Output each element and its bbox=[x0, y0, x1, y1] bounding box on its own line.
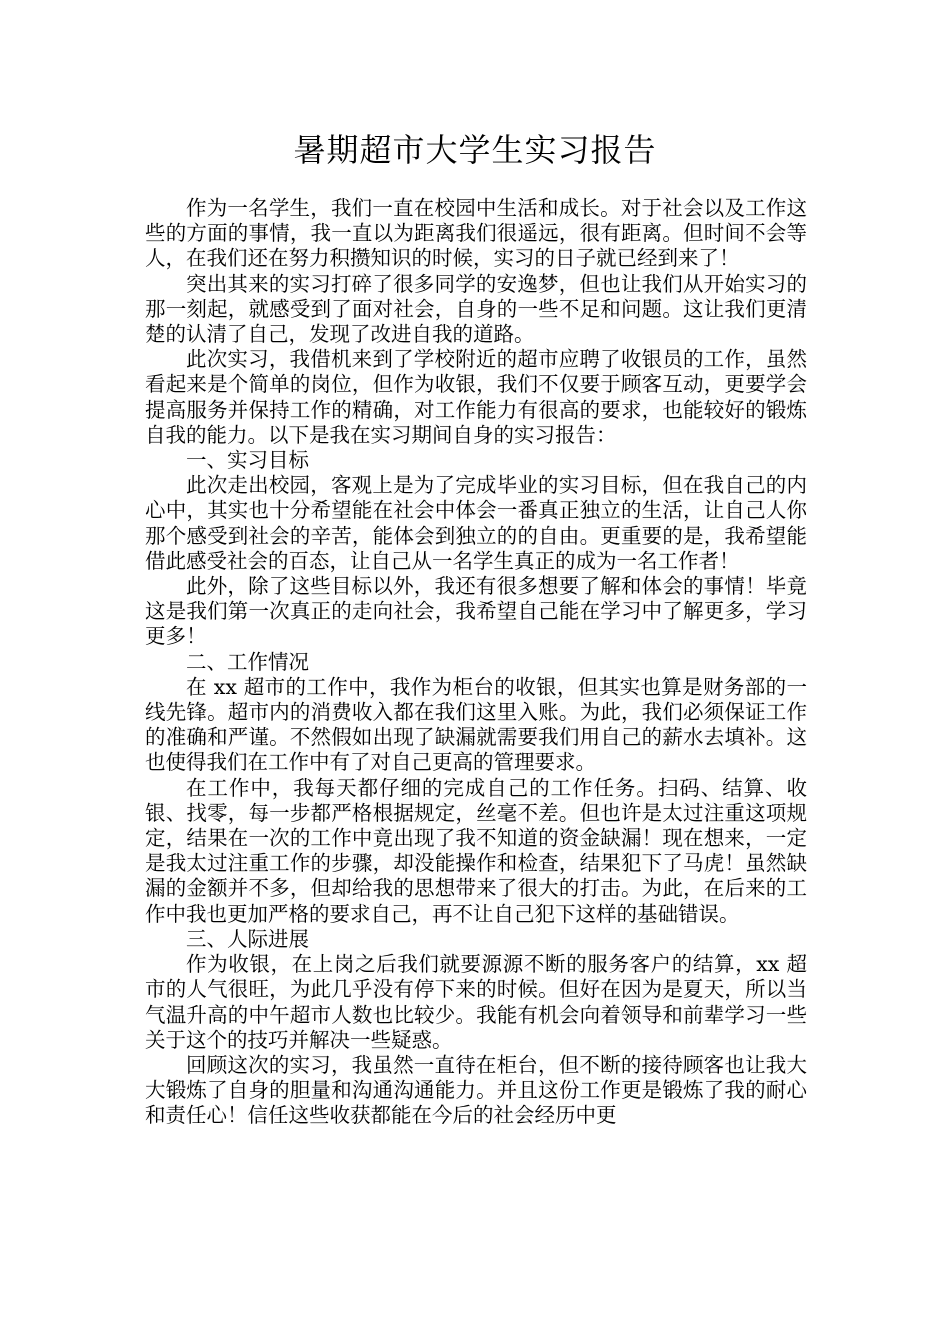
paragraph-job: 此次实习，我借机来到了学校附近的超市应聘了收银员的工作，虽然看起来是个简单的岗位，但作为收银，我们不仅要于顾客互动，更要学会提高服务并保持工作的精确，对工作能力有很高的要求，也能较好的锻炼自我的能力。以下是我在实习期间自身的实习报告： bbox=[145, 347, 807, 447]
section-heading-work: 二、工作情况 bbox=[186, 649, 309, 674]
section-heading-goals: 一、实习目标 bbox=[186, 448, 309, 473]
paragraph-work-detail: 在工作中，我每天都仔细的完成自己的工作任务。扫码、结算、收银、找零，每一步都严格根据规定，丝毫不差。但也许是太过注重这项规定，结果在一次的工作中竟出现了我不知道的资金缺漏！现在想来，一定是我太过注重工作的步骤，却没能操作和检查，结果犯下了马虎！虽然缺漏的金额并不多，但却给我的思想带来了很大的打击。为此，在后来的工作中我也更加严格的要求自己，再不让自己犯下这样的基础错误。 bbox=[145, 775, 807, 926]
paragraph-reflection: 突出其来的实习打碎了很多同学的安逸梦，但也让我们从开始实习的那一刻起，就感受到了面对社会，自身的一些不足和问题。这让我们更清楚的认清了自己，发现了改进自我的道路。 bbox=[145, 271, 807, 347]
paragraph-goals-extra: 此外，除了这些目标以外，我还有很多想要了解和体会的事情！毕竟这是我们第一次真正的走向社会，我希望自己能在学习中了解更多，学习更多！ bbox=[145, 574, 807, 649]
document-title: 暑期超市大学生实习报告 bbox=[293, 131, 657, 169]
document-body bbox=[145, 196, 807, 1129]
paragraph-intro: 作为一名学生，我们一直在校园中生活和成长。对于社会以及工作这些的方面的事情，我一直以为距离我们很遥远，很有距离。但时间不会等人，在我们还在努力积攒知识的时候，实习的日子就已经到来了！ bbox=[145, 196, 807, 271]
paragraph-work: 在 xx 超市的工作中，我作为柜台的收银，但其实也算是财务部的一线先锋。超市内的消费收入都在我们这里入账。为此，我们必须保证工作的准确和严谨。不然假如出现了缺漏就需要我们用自己的薪水去填补。这也使得我们在工作中有了对自己更高的管理要求。 bbox=[145, 674, 807, 775]
section-heading-people: 三、人际进展 bbox=[186, 926, 309, 951]
paragraph-people: 作为收银，在上岗之后我们就要源源不断的服务客户的结算，xx 超市的人气很旺，为此几乎没有停下来的时候。但好在因为是夏天，所以当气温升高的中午超市人数也比较少。我能有机会向着领导和前辈学习一些关于这个的技巧并解决一些疑惑。 bbox=[145, 952, 807, 1052]
paragraph-goals: 此次走出校园，客观上是为了完成毕业的实习目标，但在我自己的内心中，其实也十分希望能在社会中体会一番真正独立的生活，让自己人你那个感受到社会的辛苦，能体会到独立的的自由。更重要的是，我希望能借此感受社会的百态，让自己从一名学生真正的成为一名工作者！ bbox=[145, 473, 807, 573]
paragraph-review: 回顾这次的实习，我虽然一直待在柜台，但不断的接待顾客也让我大大锻炼了自身的胆量和沟通沟通能力。并且这份工作更是锻炼了我的耐心和责任心！信任这些收获都能在今后的社会经历中更 bbox=[145, 1052, 807, 1128]
